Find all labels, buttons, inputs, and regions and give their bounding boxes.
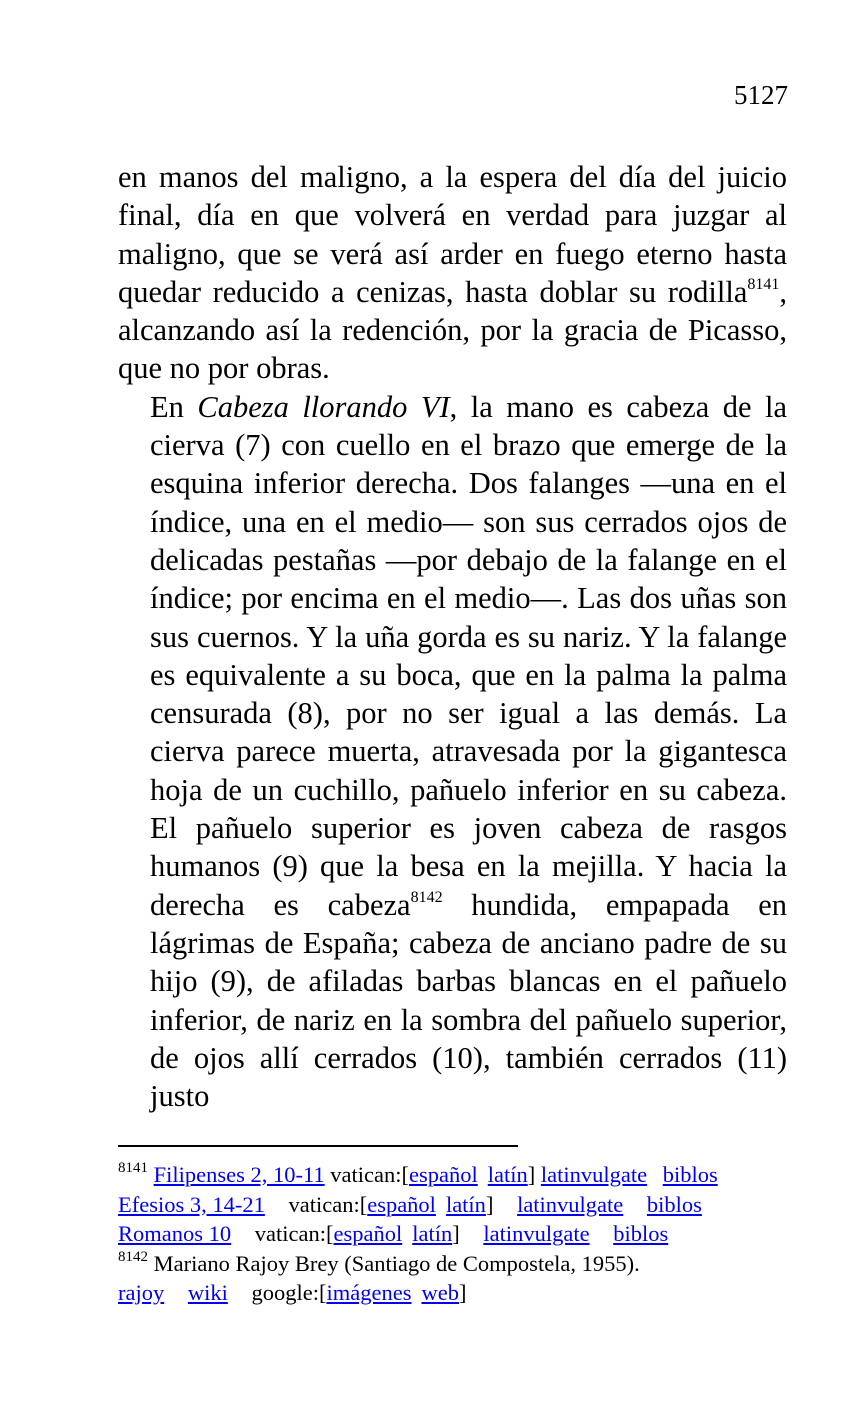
bracket-close: ] bbox=[485, 1191, 494, 1217]
rajoy-link[interactable]: rajoy bbox=[118, 1280, 165, 1305]
artwork-title: Cabeza llorando VI bbox=[197, 389, 450, 424]
paragraph bbox=[118, 158, 787, 388]
biblos-link[interactable]: biblos bbox=[613, 1221, 669, 1246]
wiki-link[interactable]: wiki bbox=[187, 1280, 228, 1305]
web-link[interactable]: web bbox=[421, 1280, 459, 1305]
bible-reference-link[interactable]: Romanos 10 bbox=[118, 1221, 232, 1246]
biblos-link[interactable]: biblos bbox=[646, 1191, 702, 1217]
bible-reference-link[interactable]: Efesios 3, 14-21 bbox=[118, 1191, 265, 1217]
latinvulgate-link[interactable]: latinvulgate bbox=[517, 1191, 624, 1217]
latinvulgate-link[interactable]: latinvulgate bbox=[483, 1221, 590, 1246]
page-number: 5127 bbox=[734, 80, 788, 110]
paragraph bbox=[118, 388, 787, 1116]
footnotes bbox=[118, 1160, 798, 1308]
paragraph-text: En bbox=[150, 389, 198, 424]
footnote-line bbox=[118, 1278, 798, 1308]
footnote-separator bbox=[118, 1145, 518, 1147]
google-label: google:[ bbox=[251, 1280, 327, 1305]
paragraph-text: , la mano es cabeza de la cierva (7) con cuello en el brazo que emerge de la esquina inferior derecha. Dos falanges —una en el índice, una en el medio— son sus cerrados ojos de delicadas pestañas —por debajo de la falange en el índice; por encima en el medio—. Las dos uñas son sus cuernos. Y la uña gorda es su nariz. Y la falange es equivalente a su boca, que en la palma la palma censurada (8), por no ser igual a las demás. La cierva parece muerta, atravesada por la gigantesca hoja de un cuchillo, pañuelo inferior en su cabeza. El pañuelo superior es joven cabeza de rasgos humanos (9) que la besa en la mejilla. Y hacia la derecha es cabeza bbox=[150, 389, 787, 922]
images-link[interactable]: imágenes bbox=[326, 1280, 412, 1305]
footnote-line bbox=[118, 1190, 798, 1220]
bible-reference-link[interactable]: Filipenses 2, 10-11 bbox=[153, 1162, 325, 1187]
paragraph-text: hundida, empapada en lágrimas de España; cabeza de anciano padre de su hijo (9), de afiladas barbas blancas en el pañuelo inferior, de nariz en la sombra del pañuelo superior, de ojos allí cerrados (10), también cerrados (11) justo bbox=[150, 887, 788, 1114]
footnote-reference: 8141 bbox=[747, 275, 780, 293]
latin-link[interactable]: latín bbox=[487, 1162, 528, 1187]
footnote-text: Mariano Rajoy Brey (Santiago de Compostela, 1955). bbox=[148, 1250, 640, 1276]
vatican-label: vatican:[ bbox=[254, 1221, 334, 1246]
biblos-link[interactable]: biblos bbox=[662, 1162, 718, 1187]
vatican-label: vatican:[ bbox=[288, 1191, 368, 1217]
footnote-line bbox=[118, 1160, 798, 1190]
footnote-reference: 8142 bbox=[410, 888, 443, 906]
bracket-close: ] bbox=[458, 1280, 467, 1305]
paragraph-text: en manos del maligno, a la espera del día del juicio final, día en que volverá en verdad para juzgar al maligno, que se verá así arder en fuego eterno hasta quedar reducido a cenizas, hasta doblar su rodilla bbox=[118, 160, 787, 309]
latinvulgate-link[interactable]: latinvulgate bbox=[540, 1162, 648, 1187]
bracket-close: ] bbox=[527, 1162, 536, 1187]
paragraph-text: , alcanzando así la redención, por la gracia de Picasso, que no por obras. bbox=[118, 274, 787, 386]
footnote-line bbox=[118, 1249, 798, 1279]
footnote-number: 8141 bbox=[118, 1160, 148, 1176]
bracket-close: ] bbox=[452, 1221, 460, 1246]
latin-link[interactable]: latín bbox=[445, 1191, 486, 1217]
vatican-label: vatican:[ bbox=[330, 1162, 410, 1187]
latin-link[interactable]: latín bbox=[412, 1221, 453, 1246]
spanish-link[interactable]: español bbox=[409, 1162, 478, 1187]
spanish-link[interactable]: español bbox=[333, 1221, 403, 1246]
footnote-number: 8142 bbox=[118, 1248, 148, 1265]
spanish-link[interactable]: español bbox=[367, 1191, 436, 1217]
main-text bbox=[118, 158, 787, 1115]
footnote-line bbox=[118, 1219, 798, 1249]
